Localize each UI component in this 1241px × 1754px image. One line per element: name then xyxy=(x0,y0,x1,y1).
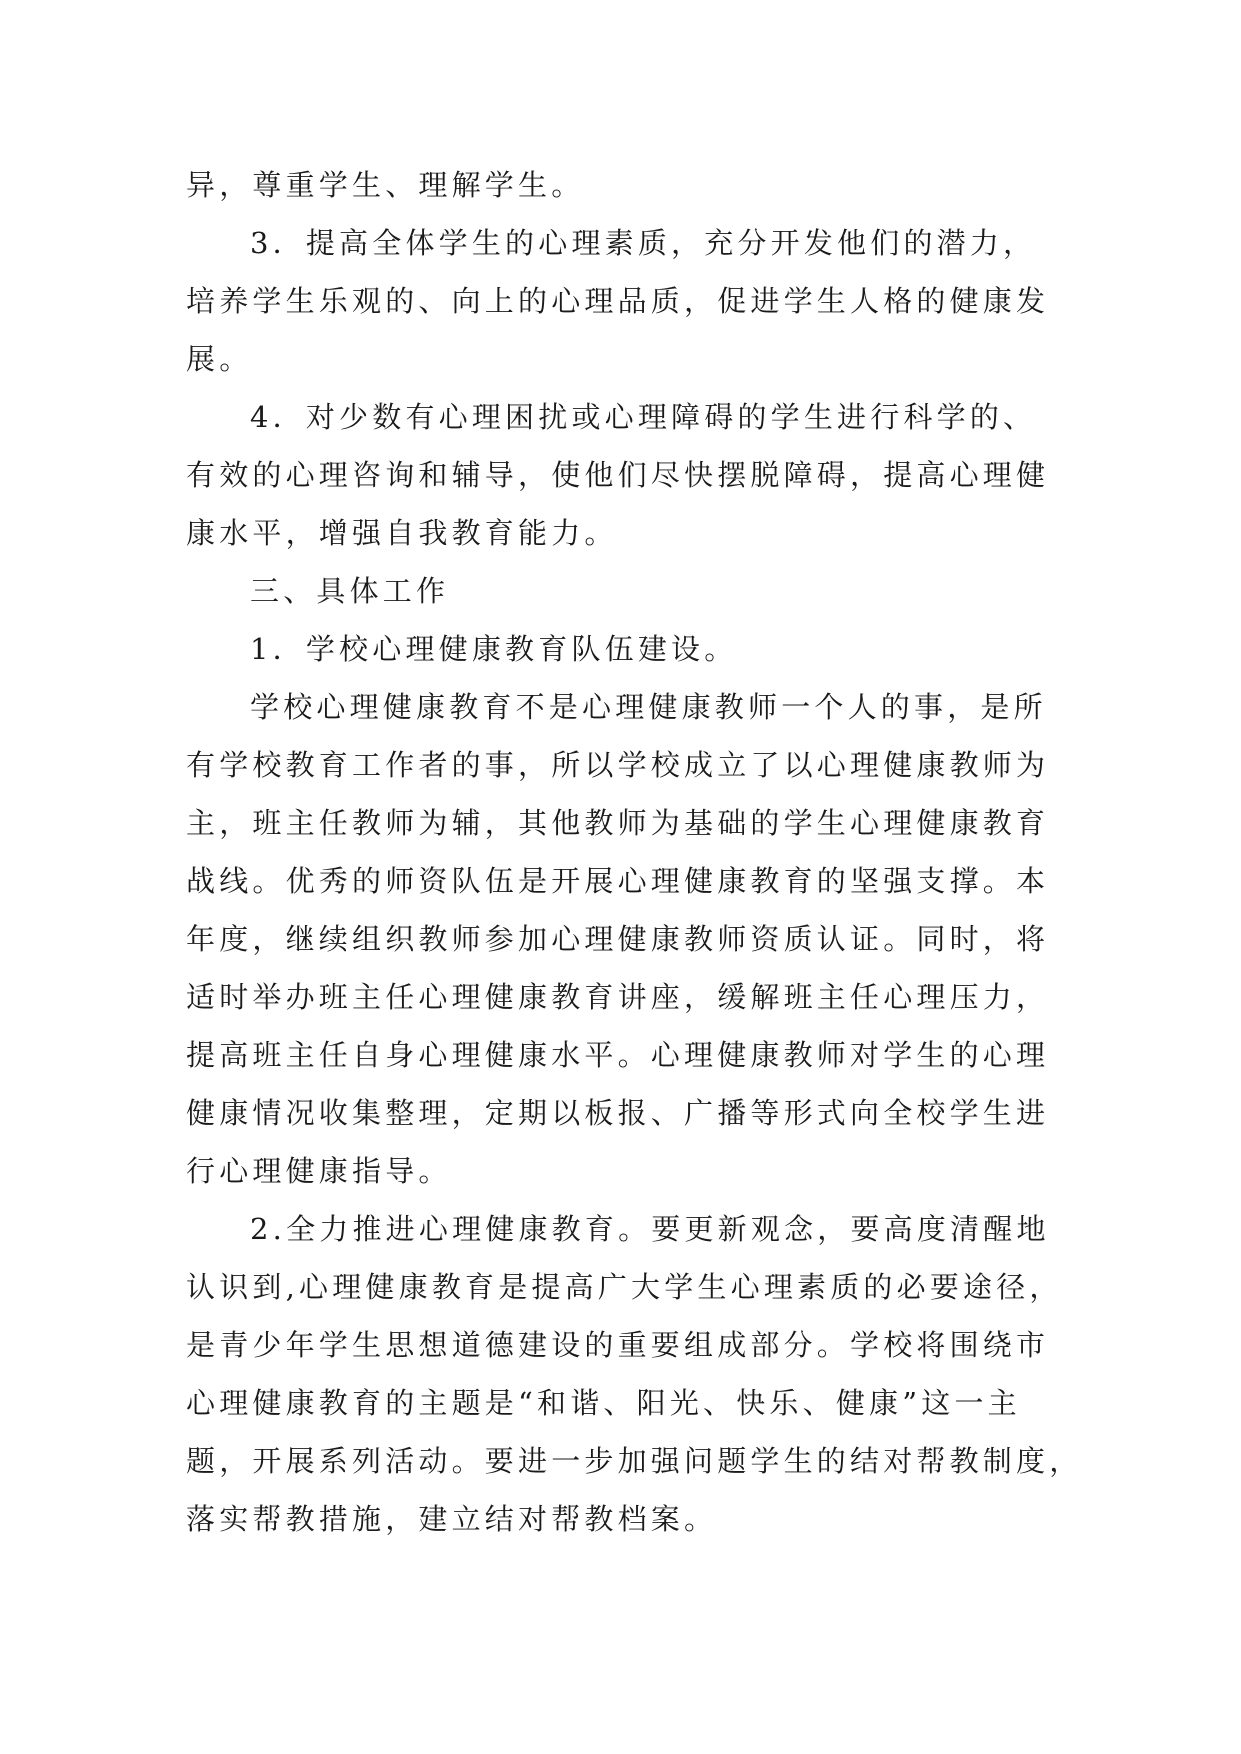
text-line: 落实帮教措施，建立结对帮教档案。 xyxy=(186,1502,718,1536)
text-line: 题，开展系列活动。要进一步加强问题学生的结对帮教制度， xyxy=(186,1444,1083,1478)
text-line: 有学校教育工作者的事，所以学校成立了以心理健康教师为 xyxy=(186,748,1050,782)
text-line: 战线。优秀的师资队伍是开展心理健康教育的坚强支撑。本 xyxy=(186,864,1050,898)
paragraph-item-3: 3．提高全体学生的心理素质，充分开发他们的潜力， xyxy=(250,226,1037,260)
text-line: 适时举办班主任心理健康教育讲座，缓解班主任心理压力， xyxy=(186,980,1050,1014)
paragraph-item-4: 4．对少数有心理困扰或心理障碍的学生进行科学的、 xyxy=(250,400,1037,434)
text-line: 有效的心理咨询和辅导，使他们尽快摆脱障碍，提高心理健 xyxy=(186,458,1050,492)
paragraph-start: 学校心理健康教育不是心理健康教师一个人的事，是所 xyxy=(250,690,1047,724)
text-line: 异，尊重学生、理解学生。 xyxy=(186,168,585,202)
text-line: 培养学生乐观的、向上的心理品质，促进学生人格的健康发 xyxy=(186,284,1050,318)
text-line: 健康情况收集整理，定期以板报、广播等形式向全校学生进 xyxy=(186,1096,1050,1130)
text-line: 提高班主任自身心理健康水平。心理健康教师对学生的心理 xyxy=(186,1038,1050,1072)
text-line: 年度，继续组织教师参加心理健康教师资质认证。同时，将 xyxy=(186,922,1050,956)
text-line: 展。 xyxy=(186,342,253,376)
subsection-heading: 1．学校心理健康教育队伍建设。 xyxy=(250,632,738,666)
text-line: 主，班主任教师为辅，其他教师为基础的学生心理健康教育 xyxy=(186,806,1050,840)
text-line: 是青少年学生思想道德建设的重要组成部分。学校将围绕市 xyxy=(186,1328,1050,1362)
text-line: 认识到,心理健康教育是提高广大学生心理素质的必要途径， xyxy=(186,1270,1063,1304)
text-line: 行心理健康指导。 xyxy=(186,1154,452,1188)
section-heading: 三、具体工作 xyxy=(250,574,450,608)
paragraph-item-2: 2.全力推进心理健康教育。要更新观念，要高度清醒地 xyxy=(250,1212,1050,1246)
text-line: 康水平，增强自我教育能力。 xyxy=(186,516,618,550)
text-line: 心理健康教育的主题是“和谐、阳光、快乐、健康”这一主 xyxy=(186,1386,1021,1420)
